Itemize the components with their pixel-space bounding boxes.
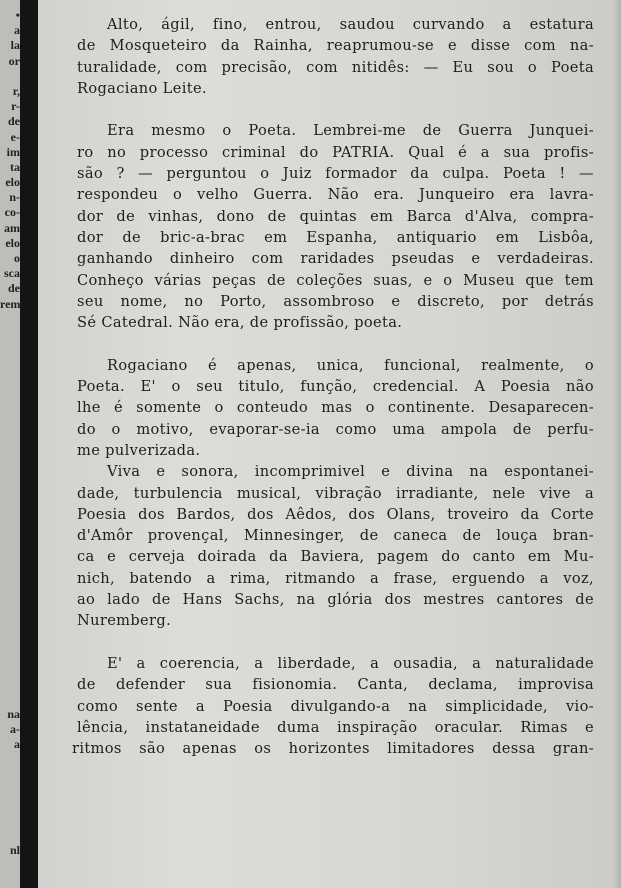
text-line: ca e cerveja doirada da Baviera, pagem do canto em Mu- xyxy=(77,548,594,566)
article-text xyxy=(72,14,594,759)
left-gutter xyxy=(0,0,38,888)
gutter-fragment xyxy=(0,783,20,798)
gutter-fragment: r- xyxy=(11,99,20,114)
gutter-fragment: elo xyxy=(5,175,20,190)
gutter-fragment xyxy=(0,433,20,448)
text-line: seu nome, no Porto, assombroso e discreto, por detrás xyxy=(77,292,594,310)
text-line: de defender sua fisionomia. Canta, declama, improvisa xyxy=(77,676,594,694)
paragraph-gap xyxy=(77,632,594,653)
paragraph-gap xyxy=(77,333,594,354)
paragraph xyxy=(77,120,594,333)
gutter-fragment xyxy=(0,464,20,479)
gutter-fragment xyxy=(0,555,20,570)
gutter-fragment: n- xyxy=(9,190,20,205)
text-line: me pulverizada. xyxy=(77,441,201,459)
gutter-fragment xyxy=(0,646,20,661)
gutter-fragment xyxy=(0,616,20,631)
gutter-fragment: ta xyxy=(10,159,20,174)
text-line: dor de vinhas, dono de quintas em Barca d'Alva, compra- xyxy=(77,207,594,225)
gutter-fragment xyxy=(0,342,20,357)
text-line: nich, batendo a rima, ritmando a frase, erguendo a voz, xyxy=(77,569,594,587)
gutter-fragment: de xyxy=(8,114,20,129)
gutter-fragment: a xyxy=(14,23,20,38)
gutter-fragment: a- xyxy=(10,721,20,736)
gutter-fragment xyxy=(0,418,20,433)
gutter-fragment: na xyxy=(7,706,20,721)
gutter-fragment xyxy=(0,661,20,676)
text-line: Rogaciano Leite. xyxy=(77,79,207,97)
text-line: Era mesmo o Poeta. Lembrei-me de Guerra Junquei- xyxy=(107,122,594,140)
gutter-fragment xyxy=(0,509,20,524)
text-line: como sente a Poesia divulgando-a na simplicidade, vio- xyxy=(77,697,594,715)
gutter-fragment: de xyxy=(8,281,20,296)
text-line: dor de bric-a-brac em Espanha, antiquario em Lisbôa, xyxy=(77,228,594,246)
gutter-fragment xyxy=(0,524,20,539)
gutter-fragment xyxy=(0,676,20,691)
gutter-fragment xyxy=(0,752,20,767)
gutter-fragment: rem xyxy=(0,296,20,311)
text-line: dade, turbulencia musical, vibração irradiante, nele vive a xyxy=(77,484,594,502)
gutter-fragment xyxy=(0,540,20,555)
text-line: E' a coerencia, a liberdade, a ousadia, a naturalidade xyxy=(107,654,594,672)
text-line: Sé Catedral. Não era, de profissão, poeta. xyxy=(77,314,403,332)
paragraph xyxy=(77,355,594,461)
paragraph-gap xyxy=(77,99,594,120)
gutter-fragment: la xyxy=(10,38,20,53)
binding-shadow xyxy=(20,0,38,888)
paragraph xyxy=(77,14,594,99)
gutter-fragment: • xyxy=(15,8,20,22)
gutter-fragment xyxy=(0,403,20,418)
gutter-fragment: o xyxy=(14,251,20,265)
gutter-fragment xyxy=(0,327,20,342)
text-line: ritmos são apenas os horizontes limitadores dessa gran- xyxy=(72,740,594,758)
text-line: Nuremberg. xyxy=(77,612,172,630)
gutter-fragment: im xyxy=(6,144,20,159)
gutter-fragment xyxy=(0,631,20,646)
gutter-fragment: sca xyxy=(4,266,20,281)
gutter-fragment: a xyxy=(14,737,20,751)
gutter-fragment xyxy=(0,479,20,494)
text-line: Alto, ágil, fino, entrou, saudou curvando a estatura xyxy=(107,16,594,33)
gutter-fragment xyxy=(0,448,20,463)
text-line: turalidade, com precisão, com nitidês: — Eu sou o Poeta xyxy=(77,58,594,76)
text-line: respondeu o velho Guerra. Não era. Junqueiro era lavra- xyxy=(77,186,594,204)
gutter-fragment: or xyxy=(8,53,20,68)
gutter-fragment xyxy=(0,357,20,372)
gutter-fragment xyxy=(0,798,20,813)
gutter-fragment xyxy=(0,312,20,327)
gutter-fragment xyxy=(0,373,20,388)
text-line: de Mosqueteiro da Rainha, reaprumou-se e disse com na- xyxy=(77,37,594,55)
text-line: ao lado de Hans Sachs, na glória dos mestres cantores de xyxy=(77,591,594,609)
gutter-fragment: e- xyxy=(10,129,20,144)
gutter-fragment xyxy=(0,813,20,828)
text-line: lhe é somente o conteudo mas o continente. Desaparecen- xyxy=(77,399,594,417)
gutter-fragment: am xyxy=(4,220,20,235)
gutter-fragment: elo xyxy=(5,235,20,250)
text-line: Poeta. E' o seu titulo, função, credencial. A Poesia não xyxy=(77,378,594,396)
text-line: lência, instataneidade duma inspiração oracular. Rimas e xyxy=(77,718,594,736)
gutter-fragment: nl xyxy=(9,843,20,858)
gutter-fragment xyxy=(0,69,20,84)
gutter-fragment: co- xyxy=(4,205,20,220)
text-line: ganhando dinheiro com raridades pseudas e verdadeiras. xyxy=(77,250,594,268)
gutter-fragment xyxy=(0,600,20,615)
gutter-fragments xyxy=(0,8,20,859)
paragraph xyxy=(77,461,594,631)
gutter-fragment xyxy=(0,494,20,509)
gutter-fragment xyxy=(0,388,20,403)
text-line: d'Amôr provençal, Minnesinger, de caneca de louça bran- xyxy=(77,527,594,545)
gutter-fragment xyxy=(0,570,20,585)
text-line: do o motivo, evaporar-se-ia como uma ampola de perfu- xyxy=(77,420,594,438)
text-line: ro no processo criminal do PATRIA. Qual é a sua profis- xyxy=(77,143,594,161)
gutter-fragment xyxy=(0,691,20,706)
text-line: Viva e sonora, incomprimivel e divina na espontanei- xyxy=(107,463,594,481)
paragraph xyxy=(72,653,594,759)
text-line: Poesia dos Bardos, dos Aêdos, dos Olans, troveiro da Corte xyxy=(77,505,594,523)
gutter-fragment: r, xyxy=(12,83,20,98)
gutter-fragment xyxy=(0,585,20,600)
text-line: Rogaciano é apenas, unica, funcional, realmente, o xyxy=(107,356,594,374)
gutter-fragment xyxy=(0,828,20,843)
text-line: Conheço várias peças de coleções suas, e o Museu que tem xyxy=(77,271,594,289)
text-line: são ? — perguntou o Juiz formador da culpa. Poeta ! — xyxy=(77,165,594,183)
gutter-fragment xyxy=(0,767,20,782)
page-edge-shadow xyxy=(613,0,621,888)
